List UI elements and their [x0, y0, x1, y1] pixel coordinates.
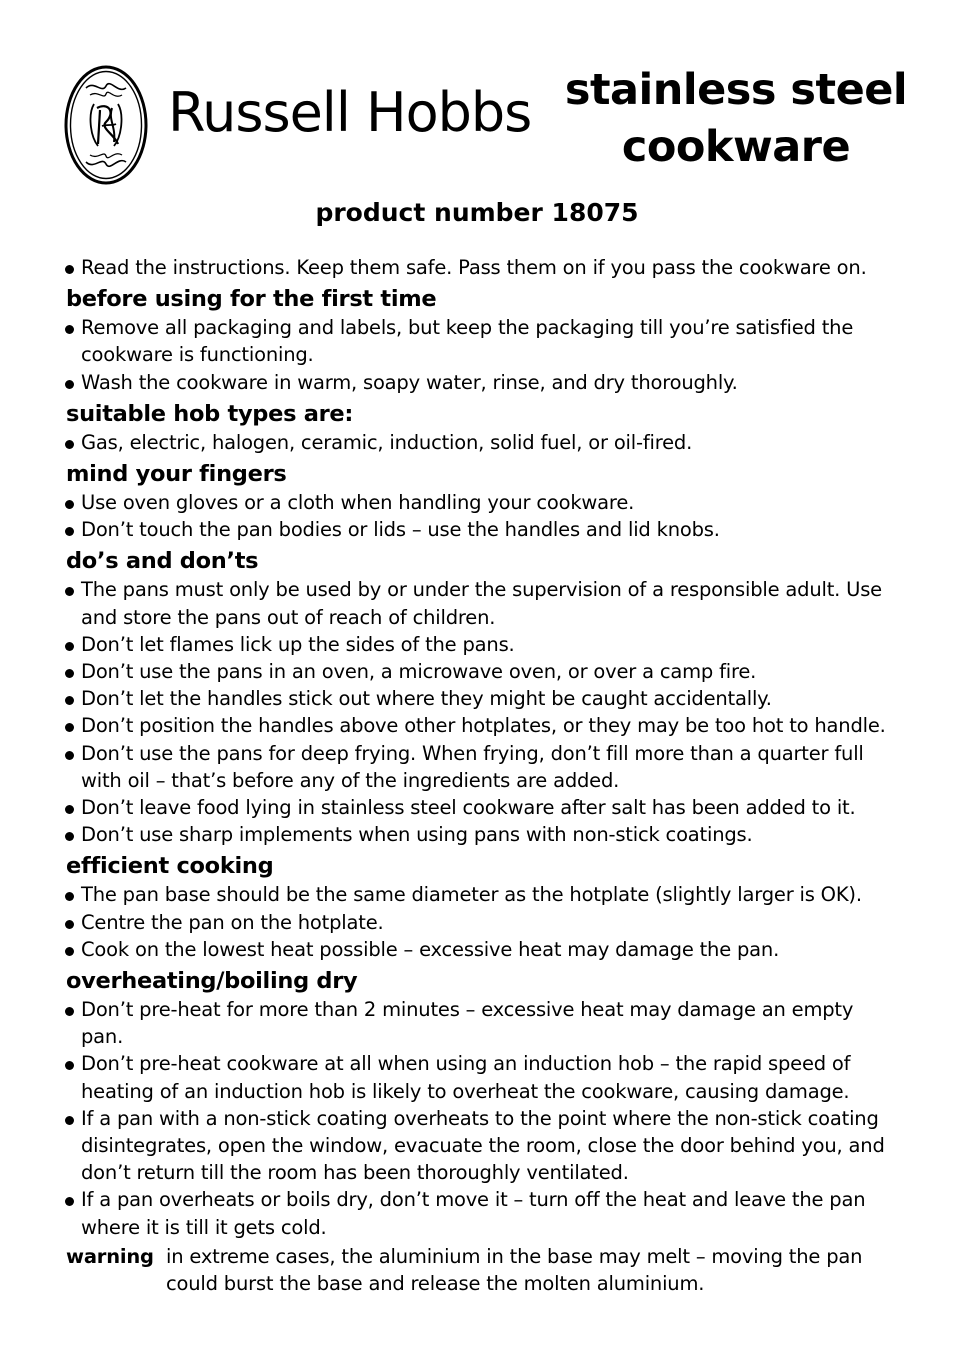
list-item: Wash the cookware in warm, soapy water, rinse, and dry thoroughly. — [64, 369, 894, 396]
product-number: product number 18075 — [315, 198, 639, 227]
list-item: Don’t use sharp implements when using pans with non-stick coatings. — [64, 821, 894, 848]
list-item: Remove all packaging and labels, but keep the packaging till you’re satisfied the cookware is functioning. — [64, 314, 894, 368]
list-item: Don’t leave food lying in stainless steel cookware after salt has been added to it. — [64, 794, 894, 821]
list-item: Don’t let flames lick up the sides of the pans. — [64, 631, 894, 658]
warning-label: warning — [66, 1244, 154, 1268]
product-title-line-2: cookware — [621, 122, 851, 172]
warning-text: in extreme cases, the aluminium in the base may melt – moving the pan could burst the base and release the molten aluminium. — [166, 1244, 863, 1296]
list-item: Don’t use the pans in an oven, a microwave oven, or over a camp fire. — [64, 658, 894, 685]
list-item: Don’t let the handles stick out where they might be caught accidentally. — [64, 685, 894, 712]
list-item: Cook on the lowest heat possible – excessive heat may damage the pan. — [64, 936, 894, 963]
document-header — [0, 0, 954, 240]
section-heading-overheating: overheating/boiling dry — [66, 968, 358, 995]
section-heading-hob-types: suitable hob types are: — [66, 400, 354, 427]
product-title — [560, 62, 912, 176]
list-item: Don’t touch the pan bodies or lids – use the handles and lid knobs. — [64, 516, 894, 543]
list-item: If a pan with a non-stick coating overheats to the point where the non-stick coating disintegrates, open the window, evacuate the room, close the door behind you, and don’t return till the room has been thoroughly ventilated. — [64, 1105, 894, 1187]
list-item: Use oven gloves or a cloth when handling your cookware. — [64, 489, 894, 516]
list-item: Don’t pre-heat cookware at all when using an induction hob – the rapid speed of heating of an induction hob is likely to overheat the cookware, causing damage. — [64, 1050, 894, 1104]
instructions-body — [64, 254, 894, 1297]
section-heading-dos-donts: do’s and don’ts — [66, 548, 259, 575]
list-item: If a pan overheats or boils dry, don’t move it – turn off the heat and leave the pan where it is till it gets cold. — [64, 1186, 894, 1240]
russell-hobbs-emblem-icon — [64, 64, 148, 186]
section-heading-first-use: before using for the first time — [66, 286, 437, 313]
section-heading-efficient-cooking: efficient cooking — [66, 853, 274, 880]
list-item: Don’t use the pans for deep frying. When frying, don’t fill more than a quarter full with oil – that’s before any of the ingredients are added. — [64, 740, 894, 794]
list-item: Don’t pre-heat for more than 2 minutes – excessive heat may damage an empty pan. — [64, 996, 894, 1050]
intro-bullet: Read the instructions. Keep them safe. Pass them on if you pass the cookware on. — [64, 254, 894, 281]
brand-logo-wordmark: Russell Hobbs — [168, 81, 532, 144]
section-heading-mind-fingers: mind your fingers — [66, 461, 287, 488]
list-item: Gas, electric, halogen, ceramic, induction, solid fuel, or oil-fired. — [64, 429, 894, 456]
warning-note — [64, 1243, 894, 1297]
list-item: Centre the pan on the hotplate. — [64, 909, 894, 936]
list-item: Don’t position the handles above other hotplates, or they may be too hot to handle. — [64, 712, 894, 739]
product-title-line-1: stainless steel — [564, 65, 908, 115]
list-item: The pans must only be used by or under the supervision of a responsible adult. Use and store the pans out of reach of children. — [64, 576, 894, 630]
list-item: The pan base should be the same diameter as the hotplate (slightly larger is OK). — [64, 881, 894, 908]
